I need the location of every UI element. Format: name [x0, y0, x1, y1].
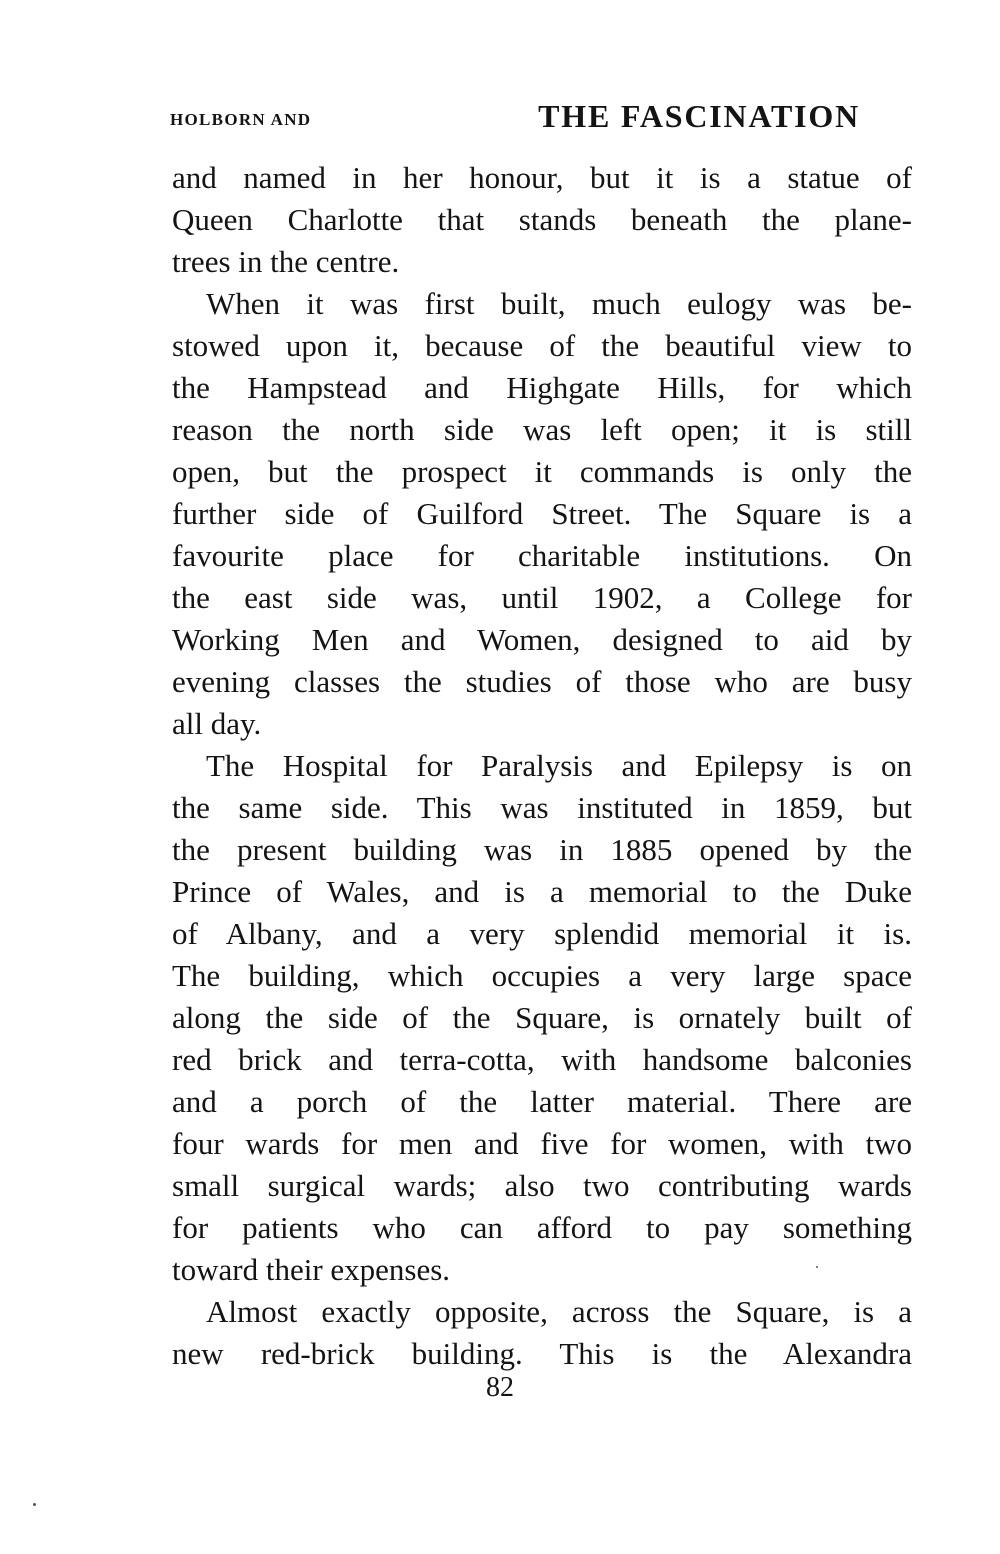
text-line: new red-brick building. This is the Alexandra	[172, 1336, 912, 1371]
text-line: toward their expenses.	[172, 1252, 451, 1287]
text-line: trees in the centre.	[172, 244, 400, 279]
body-text	[172, 157, 912, 1375]
text-line: The building, which occupies a very large space	[172, 958, 912, 993]
text-line: Queen Charlotte that stands beneath the plane-	[172, 202, 912, 237]
text-line: along the side of the Square, is ornately built of	[172, 1000, 912, 1035]
text-line: the present building was in 1885 opened by the	[172, 832, 912, 867]
text-line: the Hampstead and Highgate Hills, for which	[172, 370, 912, 405]
running-head-title: THE FASCINATION	[538, 98, 860, 134]
text-line: further side of Guilford Street. The Square is a	[172, 496, 912, 531]
text-line: Working Men and Women, designed to aid by	[172, 622, 912, 657]
text-line: all day.	[172, 706, 262, 741]
text-line: When it was first built, much eulogy was be-	[206, 286, 912, 321]
running-head	[170, 98, 860, 138]
text-line: for patients who can afford to pay something	[172, 1210, 912, 1245]
text-line: red brick and terra-cotta, with handsome balconies	[172, 1042, 912, 1077]
text-line: open, but the prospect it commands is only the	[172, 454, 912, 489]
text-line: the same side. This was instituted in 1859, but	[172, 790, 912, 825]
text-line: of Albany, and a very splendid memorial it is.	[172, 916, 912, 951]
text-line: evening classes the studies of those who are busy	[172, 664, 912, 699]
text-line: the east side was, until 1902, a College for	[172, 580, 912, 615]
text-line: The Hospital for Paralysis and Epilepsy is on	[206, 748, 912, 783]
text-line: Almost exactly opposite, across the Square, is a	[206, 1294, 912, 1329]
text-line: and named in her honour, but it is a statue of	[172, 160, 912, 195]
running-head-left: HOLBORN AND	[170, 110, 312, 129]
print-speck	[816, 1266, 818, 1268]
page-number: 82	[486, 1372, 514, 1403]
text-line: small surgical wards; also two contributing wards	[172, 1168, 912, 1203]
print-speck	[33, 1503, 36, 1506]
text-line: Prince of Wales, and is a memorial to the Duke	[172, 874, 912, 909]
text-line: four wards for men and five for women, with two	[172, 1126, 912, 1161]
text-line: favourite place for charitable institutions. On	[172, 538, 912, 573]
text-line: and a porch of the latter material. There are	[172, 1084, 912, 1119]
text-line: reason the north side was left open; it is still	[172, 412, 912, 447]
text-line: stowed upon it, because of the beautiful view to	[172, 328, 912, 363]
